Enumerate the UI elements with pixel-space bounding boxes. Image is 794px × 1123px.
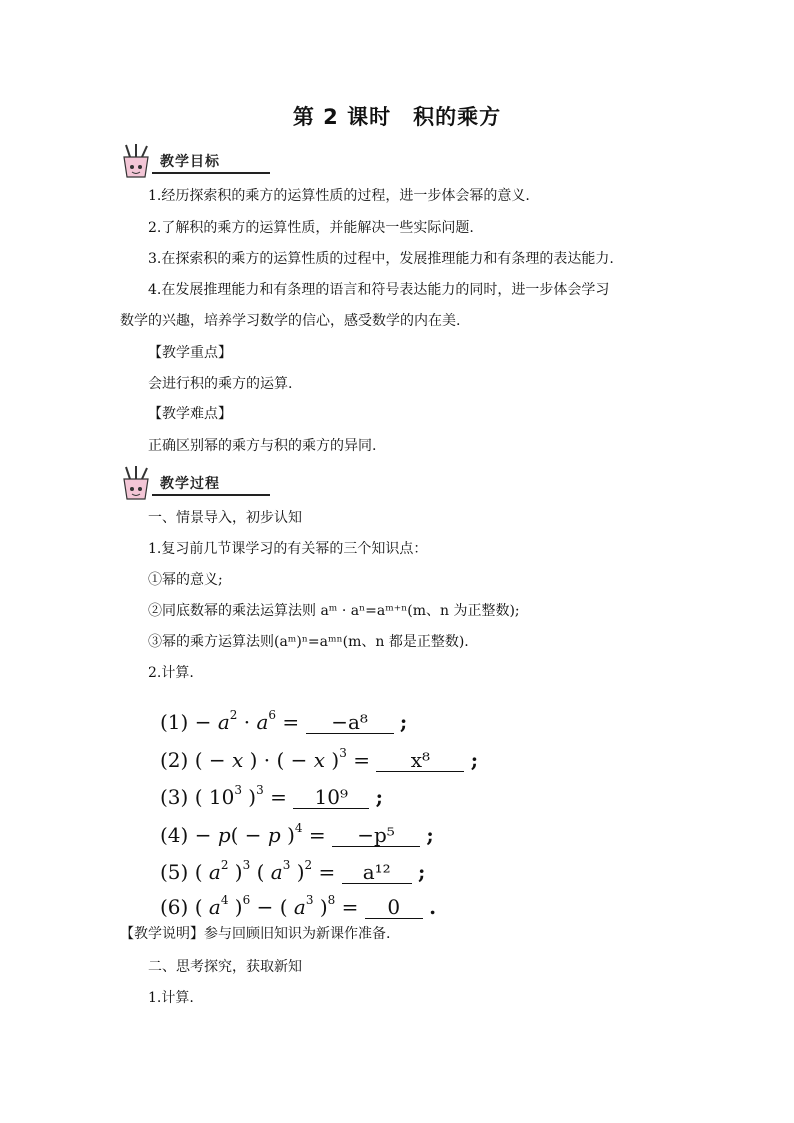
answer-3: 10⁹ (293, 786, 369, 809)
exercise-number: (1) (160, 710, 189, 734)
exercise-number: (3) (160, 785, 189, 809)
difficult-point-text: 正确区别幂的乘方与积的乘方的异同. (148, 438, 377, 454)
exercise-2: (2) ( − x ) · ( − x )$^3$ = x⁸ ; (160, 746, 479, 772)
objectives-badge (118, 143, 278, 179)
exercise-6: (6) ( $a^4$ )$^6$ − ( $a^3$ )$^8$ = 0 . (160, 893, 437, 919)
answer-2: x⁸ (376, 749, 464, 772)
review-item-3: ③幂的乘方运算法则(aᵐ)ⁿ=aᵐⁿ(m、n 都是正整数). (148, 634, 469, 650)
objective-2: 2.了解积的乘方的运算性质，并能解决一些实际问题. (148, 220, 474, 236)
key-point-text: 会进行积的乘方的运算. (148, 376, 293, 392)
process-label: 教学过程 (160, 476, 220, 492)
objective-4-cont: 数学的兴趣，培养学习数学的信心，感受数学的内在美. (120, 313, 461, 329)
objective-4: 4.在发展推理能力和有条理的语言和符号表达能力的同时，进一步体会学习 (148, 282, 610, 298)
exercise-1: $(1) - a^2 \cdot a^6 = -a^8$ ; (160, 708, 408, 734)
exercise-4: (4) − p( − p )$^4$ = −p⁵ ; (160, 821, 434, 847)
exercise-3: (3) ( $10^3$ )$^3$ = 10⁹ ; (160, 783, 383, 809)
objective-3: 3.在探索积的乘方的运算性质的过程中，发展推理能力和有条理的表达能力. (148, 251, 614, 267)
answer-4: −p⁵ (332, 824, 420, 847)
teaching-note: 【教学说明】参与回顾旧知识为新课作准备. (120, 926, 391, 942)
calc2-label: 1.计算. (148, 990, 194, 1006)
calc-label: 2.计算. (148, 665, 194, 681)
exercise-5: (5) ( $a^2$ )$^3$ ( $a^3$ )$^2$ = a¹² ; (160, 858, 426, 884)
divider (152, 172, 270, 174)
exercise-number: (4) (160, 823, 189, 847)
part2-heading: 二、思考探究，获取新知 (148, 959, 302, 975)
review-item-1: ①幂的意义; (148, 572, 223, 588)
key-point-label: 【教学重点】 (148, 345, 232, 361)
exercise-number: (6) (160, 895, 189, 919)
answer-5: a¹² (342, 861, 412, 884)
page-title: 第 2 课时 积的乘方 (292, 105, 502, 129)
exercise-number: (5) (160, 860, 189, 884)
review-intro: 1.复习前几节课学习的有关幂的三个知识点： (148, 541, 428, 557)
divider (152, 494, 270, 496)
exercise-number: (2) (160, 748, 189, 772)
answer-6: 0 (365, 896, 423, 919)
process-badge (118, 465, 278, 501)
review-item-2: ②同底数幂的乘法运算法则 aᵐ · aⁿ=aᵐ⁺ⁿ(m、n 为正整数); (148, 603, 520, 619)
answer-1: −a⁸ (306, 711, 394, 734)
objective-1: 1.经历探索积的乘方的运算性质的过程，进一步体会幂的意义. (148, 188, 530, 204)
part1-heading: 一、情景导入，初步认知 (148, 510, 302, 526)
objectives-label: 教学目标 (160, 154, 220, 170)
difficult-point-label: 【教学难点】 (148, 406, 232, 422)
